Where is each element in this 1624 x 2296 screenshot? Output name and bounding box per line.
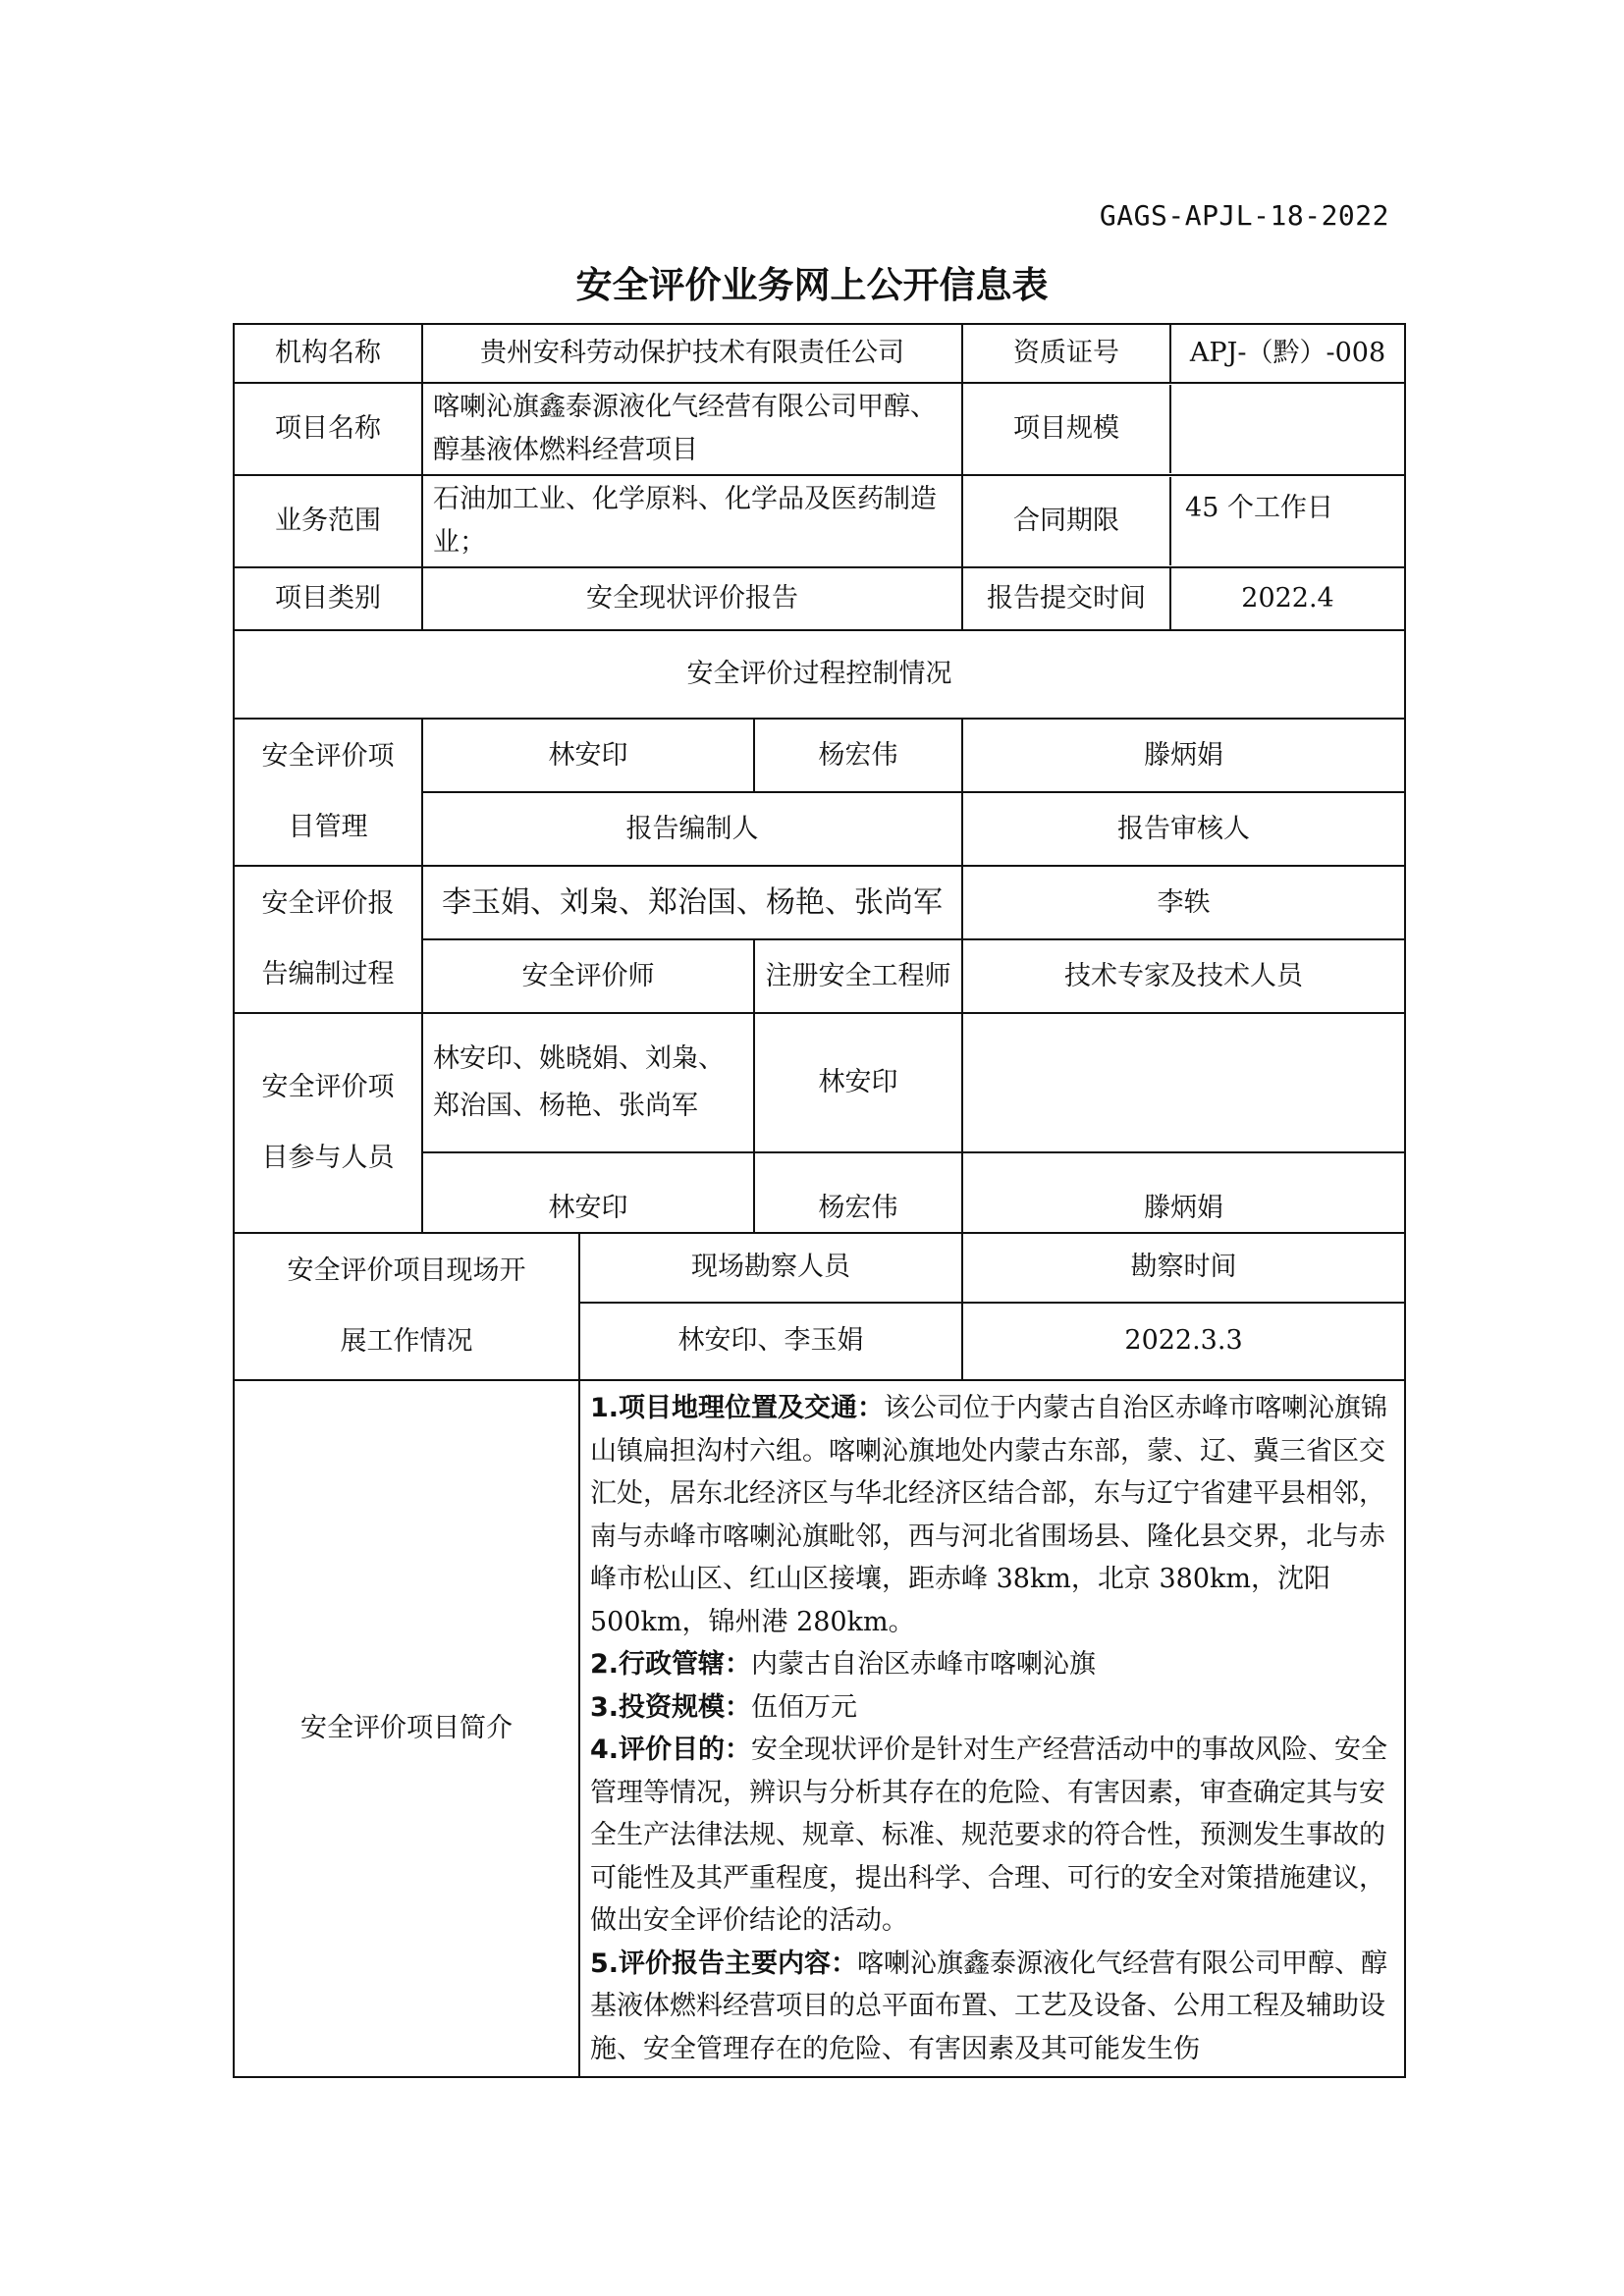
process-section-title: 安全评价过程控制情况	[234, 630, 1405, 719]
col-site-time: 勘察时间	[962, 1233, 1405, 1303]
scale-label: 项目规模	[963, 385, 1171, 473]
intro-item-text: 该公司位于内蒙古自治区赤峰市喀喇沁旗锦山镇扁担沟村六组。喀喇沁旗地处内蒙古东部，蒙、辽、冀三省区交汇处，居东北经济区与华北经济区结合部，东与辽宁省建平县相邻，南与赤峰市喀喇沁旗毗邻，西与河北省围场县、隆化县交界，北与赤峰市松山区、红山区接壤，距赤峰 38km，北京 380km，沈阳 500km，锦州港 280km。	[590, 1393, 1388, 1637]
mgmt-name: 滕炳娟	[962, 719, 1405, 792]
participant-name: 杨宏伟	[754, 1152, 962, 1233]
intro-item	[590, 1729, 1394, 1943]
mgmt-name: 林安印	[422, 719, 754, 792]
col-evaluator: 安全评价师	[422, 939, 754, 1013]
site-people: 林安印、李玉娟	[579, 1303, 962, 1380]
project-value: 喀喇沁旗鑫泰源液化气经营有限公司甲醇、醇基液体燃料经营项目	[422, 383, 962, 475]
contract-label: 合同期限	[963, 477, 1171, 565]
participants-label	[234, 1013, 422, 1233]
intro-item-text: 喀喇沁旗鑫泰源液化气经营有限公司甲醇、醇基液体燃料经营项目的总平面布置、工艺及设备、公用工程及辅助设施、安全管理存在的危险、有害因素及其可能发生伤	[590, 1948, 1388, 2064]
report-label-text: 安全评价报告编制过程	[261, 888, 395, 989]
site-label-text: 安全评价项目现场开展工作情况	[287, 1255, 526, 1357]
reviewer-header: 报告审核人	[962, 792, 1405, 866]
info-table	[233, 323, 1406, 2078]
intro-item-head: 4.评价目的：	[590, 1735, 752, 1765]
intro-item-head: 3.投资规模：	[590, 1691, 752, 1723]
intro-item-text: 内蒙古自治区赤峰市喀喇沁旗	[751, 1649, 1097, 1680]
reviewer: 李轶	[962, 866, 1405, 939]
report-label	[234, 866, 422, 1013]
scope-label: 业务范围	[234, 475, 422, 567]
project-label: 项目名称	[234, 383, 422, 475]
intro-item-head: 2.行政管辖：	[590, 1649, 752, 1680]
mgmt-label-text: 安全评价项目管理	[261, 741, 395, 842]
submit-label: 报告提交时间	[963, 568, 1171, 629]
cert-label: 资质证号	[963, 325, 1171, 382]
mgmt-name: 杨宏伟	[754, 719, 962, 792]
document-number: GAGS-APJL-18-2022	[1099, 199, 1389, 232]
intro-item	[590, 1686, 1394, 1730]
intro-label: 安全评价项目简介	[234, 1380, 579, 2077]
compilers: 李玉娟、刘枭、郑治国、杨艳、张尚军	[422, 866, 962, 939]
engineer: 林安印	[754, 1013, 962, 1152]
submit-value: 2022.4	[1241, 583, 1334, 614]
site-label	[234, 1233, 579, 1380]
evaluators: 林安印、姚晓娟、刘枭、郑治国、杨艳、张尚军	[422, 1013, 754, 1152]
document-title: 安全评价业务网上公开信息表	[575, 264, 1049, 306]
col-engineer: 注册安全工程师	[754, 939, 962, 1013]
cert-value: APJ-（黔）-008	[1189, 338, 1386, 368]
expert	[962, 1013, 1405, 1152]
intro-content	[579, 1380, 1405, 2077]
contract-value: 45 个工作日	[1185, 493, 1333, 523]
org-label: 机构名称	[234, 324, 422, 383]
intro-item-text: 伍佰万元	[751, 1691, 858, 1723]
col-site-people: 现场勘察人员	[579, 1233, 962, 1303]
scale-value	[1171, 385, 1404, 473]
category-label: 项目类别	[234, 567, 422, 630]
site-time: 2022.3.3	[962, 1303, 1405, 1380]
category-value: 安全现状评价报告	[422, 567, 962, 630]
intro-item	[590, 1387, 1394, 1643]
participant-name: 滕炳娟	[962, 1152, 1405, 1233]
intro-item-head: 5.评价报告主要内容：	[590, 1948, 858, 1979]
participants-label-text: 安全评价项目参与人员	[261, 1072, 395, 1173]
mgmt-label	[234, 719, 422, 866]
scope-value: 石油加工业、化学原料、化学品及医药制造业；	[422, 475, 962, 567]
intro-item-text: 安全现状评价是针对生产经营活动中的事故风险、安全管理等情况，辨识与分析其存在的危险、有害因素，审查确定其与安全生产法律法规、规章、标准、规范要求的符合性，预测发生事故的可能性及其严重程度，提出科学、合理、可行的安全对策措施建议，做出安全评价结论的活动。	[590, 1735, 1388, 1936]
intro-item	[590, 1943, 1394, 2071]
participant-name: 林安印	[422, 1152, 754, 1233]
intro-item-head: 1.项目地理位置及交通：	[590, 1393, 885, 1423]
intro-item	[590, 1643, 1394, 1686]
col-expert: 技术专家及技术人员	[962, 939, 1405, 1013]
org-value: 贵州安科劳动保护技术有限责任公司	[422, 324, 962, 383]
compiler-header: 报告编制人	[422, 792, 962, 866]
